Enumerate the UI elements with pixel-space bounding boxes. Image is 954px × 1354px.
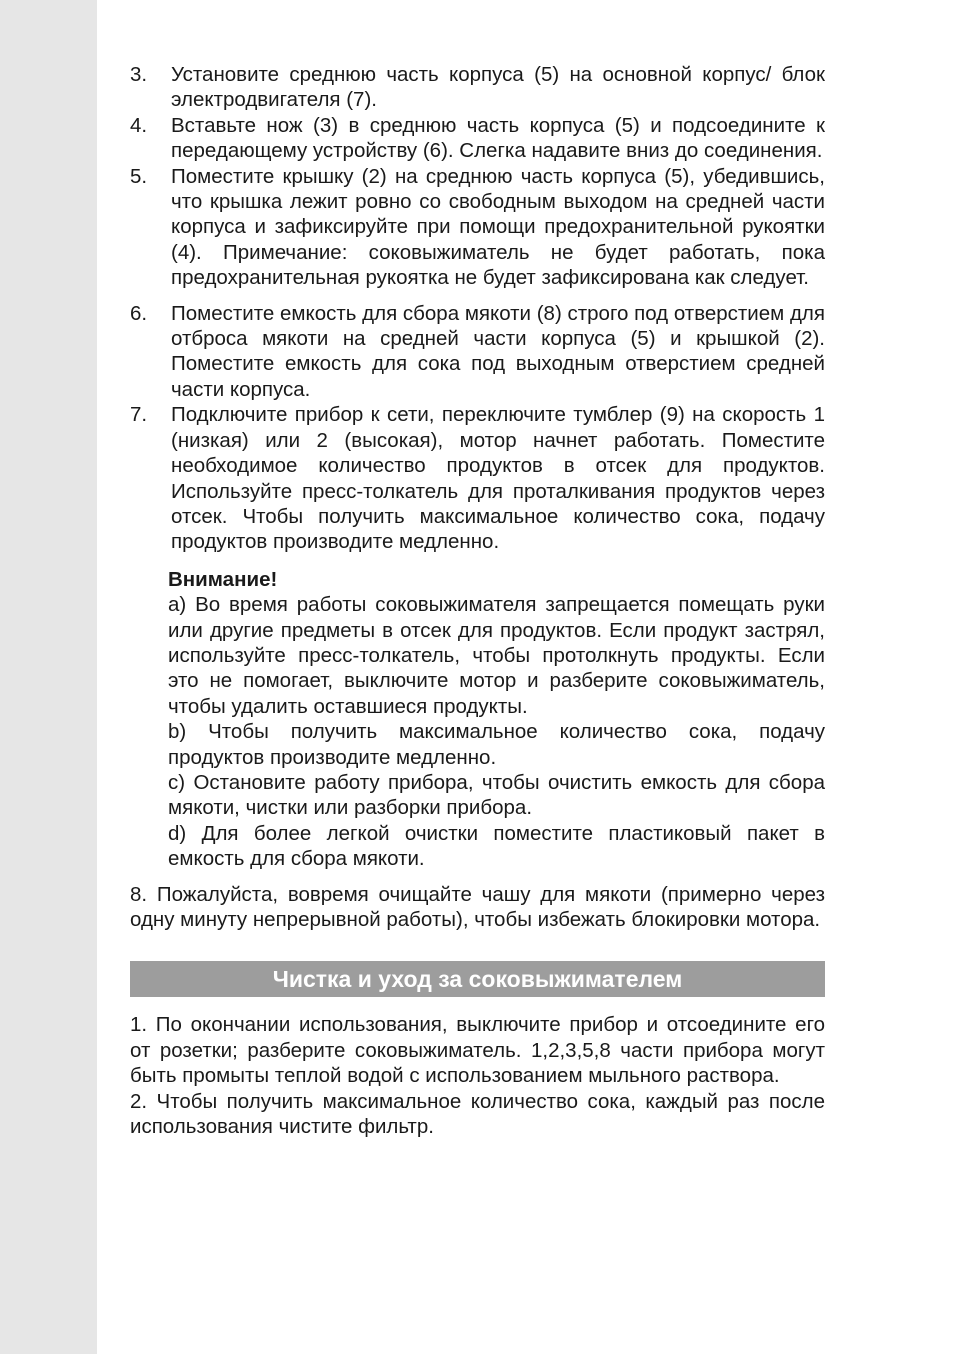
attention-item-d: d) Для более легкой очистки поместите пластиковый пакет в емкость для сбора мякоти. <box>168 821 825 871</box>
assembly-steps-top <box>130 62 825 291</box>
cleaning-instructions <box>130 1012 825 1139</box>
cleaning-item-1: 1. По окончании использования, выключите прибор и отсоедините его от розетки; разберите соковыжиматель. 1,2,3,5,8 части прибора могут быть промыты теплой водой с использованием мыльного раствора. <box>130 1013 825 1088</box>
step-text: Вставьте нож (3) в среднюю часть корпуса (5) и подсоедините к передающему устройству (6). Слегка надавите вниз до соединения. <box>171 113 825 163</box>
step-text: Поместите крышку (2) на среднюю часть корпуса (5), убедившись, что крышка лежит ровно со свободным выходом на средней части корпуса и зафиксируйте при помощи предохранительной рукоятки (4). Примечание: соковыжиматель не будет работать, пока предохранительная рукоятка не будет зафиксирована как следует. <box>171 164 825 290</box>
step-number: 4. <box>130 113 148 137</box>
attention-item-a: a) Во время работы соковыжимателя запрещается помещать руки или другие предметы в отсек для продуктов. Если продукт застрял, используйте пресс-толкатель, чтобы протолкнуть продукты. Если это не помогает, выключите мотор и разберите соковыжиматель, чтобы удалить оставшиеся продукты. <box>168 593 825 718</box>
step-text: Подключите прибор к сети, переключите тумблер (9) на скорость 1 (низкая) или 2 (высокая), мотор начнет работать. Поместите необходимое количество продуктов в отсек для продуктов. Используйте пресс-толкатель для проталкивания продуктов через отсек. Чтобы получить максимальное количество сока, подачу продуктов производите медленно. <box>171 403 825 554</box>
step-3 <box>130 62 825 113</box>
step-6 <box>130 301 825 403</box>
step-7 <box>130 402 825 554</box>
step-number: 6. <box>130 301 148 325</box>
assembly-steps-mid <box>130 301 825 555</box>
step-text: Поместите емкость для сбора мякоти (8) строго под отверстием для отброса мякоти на средней части корпуса (5) и крышкой (2). Поместите емкость для сока под выходным отверстием средней части корпуса. <box>171 301 825 401</box>
page-margin-strip <box>0 0 97 1354</box>
step-8: 8. Пожалуйста, вовремя очищайте чашу для мякоти (примерно через одну минуту непрерывной работы), чтобы избежать блокировки мотора. <box>130 882 825 931</box>
attention-item-c: c) Остановите работу прибора, чтобы очистить емкость для сбора мякоти, чистки или разборки прибора. <box>168 770 825 820</box>
step-5 <box>130 164 825 291</box>
attention-block <box>168 567 825 872</box>
section-heading-cleaning: Чистка и уход за соковыжимателем <box>130 961 825 997</box>
step-4 <box>130 113 825 164</box>
step-number: 7. <box>130 403 148 427</box>
step-number: 3. <box>130 63 148 86</box>
attention-heading: Внимание! <box>168 567 278 591</box>
attention-item-b: b) Чтобы получить максимальное количество сока, подачу продуктов производите медленно. <box>168 720 825 769</box>
cleaning-item-2: 2. Чтобы получить максимальное количество сока, каждый раз после использования чистите фильтр. <box>130 1089 825 1139</box>
step-number: 5. <box>130 164 148 188</box>
instruction-page <box>130 62 825 1139</box>
step-text: Установите среднюю часть корпуса (5) на основной корпус/ блок электродвигателя (7). <box>171 63 825 112</box>
